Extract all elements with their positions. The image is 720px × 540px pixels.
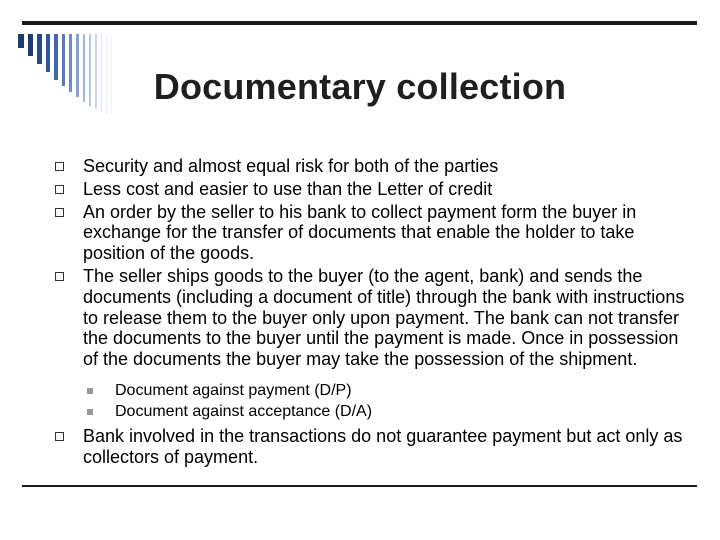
bullet-item [55,179,690,200]
sub-bullet-text: Document against payment (D/P) [115,381,352,399]
sub-bullet-list [87,380,690,422]
bullet-item [55,426,690,468]
slide-title: Documentary collection [153,66,567,107]
square-bullet-icon [55,272,64,281]
square-bullet-icon [55,185,64,194]
bullet-item [55,266,690,370]
sub-bullet-text: Document against acceptance (D/A) [115,402,373,420]
bullet-list [55,156,690,470]
bullet-text: Less cost and easier to use than the Letter of credit [83,178,493,199]
square-bullet-icon [55,432,64,441]
top-rule [22,21,697,25]
bullet-text: Security and almost equal risk for both of the parties [83,156,499,176]
filled-square-bullet-icon [87,409,93,415]
sub-bullet-item [87,401,690,422]
bottom-rule [22,485,697,487]
filled-square-bullet-icon [87,388,93,394]
square-bullet-icon [55,162,64,171]
bullet-item [55,202,690,264]
bullet-text: Bank involved in the transactions do not guarantee payment but act only as collectors of payment. [83,425,683,467]
bullet-text: An order by the seller to his bank to collect payment form the buyer in exchange for the transfer of documents that enable the holder to take position of the goods. [83,201,637,264]
square-bullet-icon [55,208,64,217]
bullet-text: The seller ships goods to the buyer (to the agent, bank) and sends the documents (including a document of title) through the bank with instructions to release them to the buyer only upon payment. The bank can not transfer the documents to the buyer until the payment is made. Once in possession of the documents the buyer may take the possession of the shipment. [83,265,685,370]
bullet-item [55,156,690,177]
sub-bullet-item [87,380,690,401]
